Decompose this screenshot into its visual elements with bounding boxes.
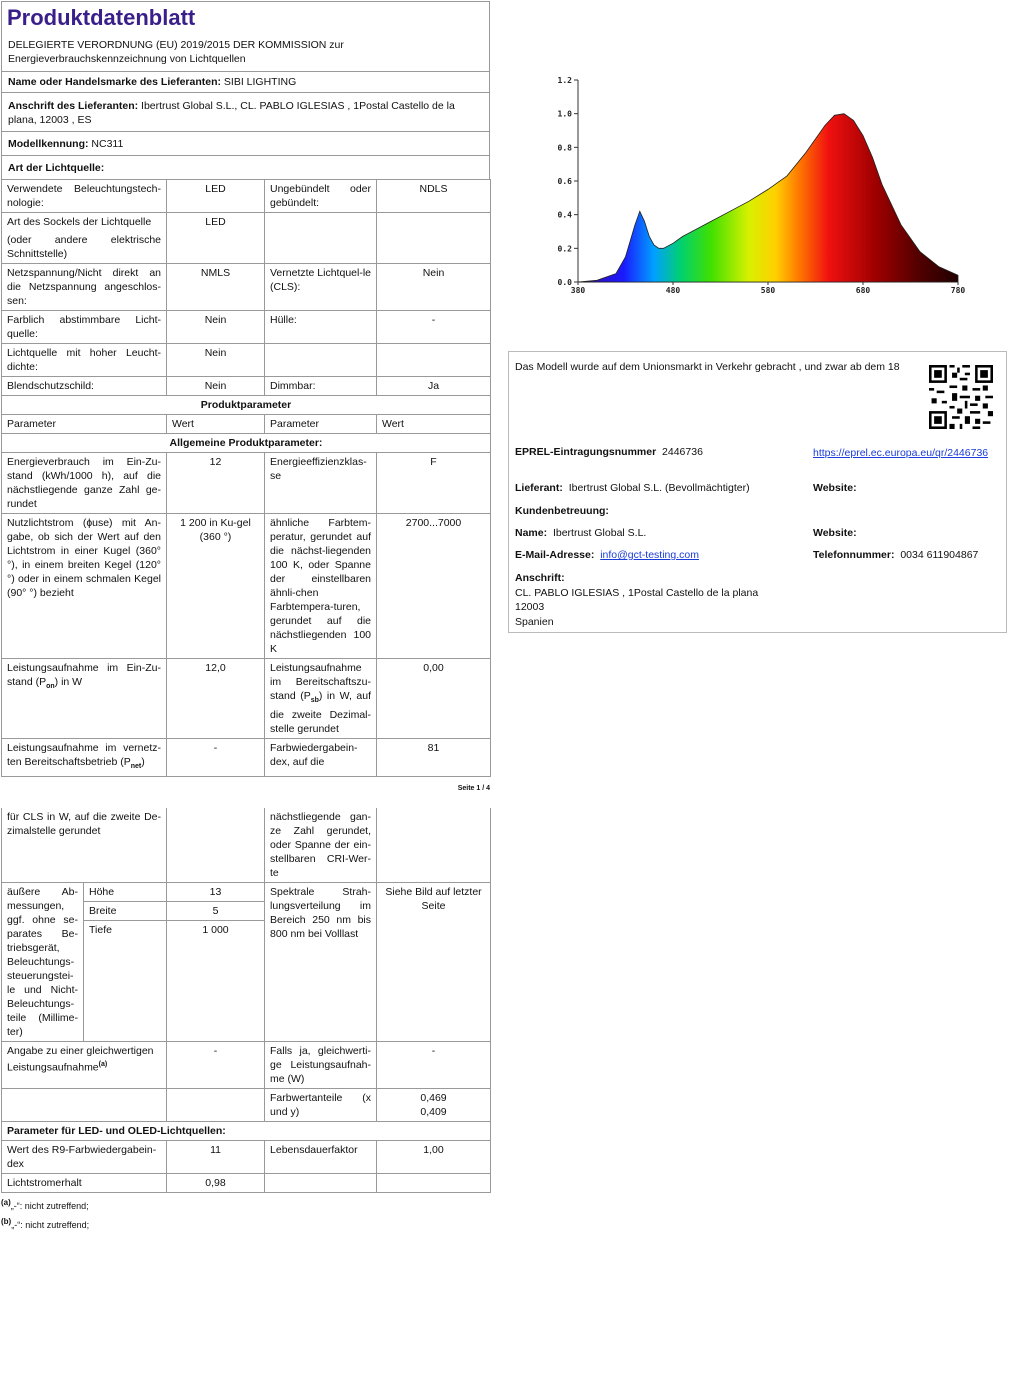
footnote-a: $^{(a)}$„-“: nicht zutreffend; (1, 1198, 89, 1211)
table-row: Wert des R9-Farbwiedergabein-dex 11 Lebensdauerfaktor 1,00 (2, 1141, 491, 1174)
y-tick-label: 0.6 (557, 177, 572, 186)
eprel-box (508, 351, 1007, 633)
supplier-address: Ibertrust Global S.L., CL. PABLO IGLESIAS , 1Postal Castello de la plana, 12003 , ES (8, 100, 455, 126)
light-type-header: Art der Lichtquelle: (1, 156, 490, 180)
footnotes (1, 1195, 490, 1233)
footnote-b: $^{(b)}$„-“: nicht zutreffend; (1, 1217, 90, 1230)
eprel-address: Anschrift: CL. PABLO IGLESIAS , 1Postal Castello de la plana 12003 Spanien (515, 572, 759, 628)
eprel-reg-number: 2446736 (662, 446, 703, 458)
supplier-name-label: Name oder Handelsmarke des Lieferanten: (8, 76, 221, 88)
eprel-website2-label: Website: (813, 527, 857, 539)
email-link[interactable]: info@gct-testing.com (600, 549, 699, 561)
model-id: NC311 (91, 138, 124, 150)
table-header-row: Parameter Wert Parameter Wert (2, 415, 491, 434)
table-row: Lichtstromerhalt 0,98 (2, 1174, 491, 1193)
regulation-text: DELEGIERTE VERORDNUNG (EU) 2019/2015 DER KOMMISSION zur Energieverbrauchskennzeichnung von Lichtquellen (8, 39, 344, 65)
y-tick-label: 0.0 (557, 278, 572, 287)
table-row: Leistungsaufnahme im Ein-Zu-stand $(P_{on})$ in W 12,0 Leistungsaufnahme im Bereitschaftszu-stand $(P_{sb})$ in W, auf die zweite Dezimal-stelle gerundet 0,00 (2, 659, 491, 739)
table-row: Blendschutzschild: Nein Dimmbar: Ja (2, 377, 491, 396)
spectrum-chart (550, 70, 980, 300)
datasheet-page-2 (1, 808, 490, 1233)
eprel-email-row: E-Mail-Adresse: info@gct-testing.com (515, 549, 699, 561)
spectrum-area (578, 114, 958, 282)
table-row: äußere Ab-messungen, ggf. ohne se-parates Be-triebsgerät, Beleuchtungs-steuerungstei-le und Nicht-Beleuchtungs-teile (Millime-ter) Höhe 13 Spektrale Strah-lungsverteilung im Bereich 250 nm bis 800 nm bei Volllast Siehe Bild auf letzter Seite (2, 883, 491, 902)
eprel-intro: Das Modell wurde auf dem Unionsmarkt in Verkehr gebracht , und zwar ab dem 18 (515, 361, 900, 373)
x-tick-label: 580 (760, 286, 776, 295)
eprel-reg-row: EPREL-Eintragungsnummer 2446736 (515, 446, 703, 458)
table-row: für CLS in W, auf die zweite De-zimalstelle gerundet nächstliegende gan-ze Zahl gerundet, oder Spanne der ein-stellbaren CRI-Wer-te (2, 808, 491, 883)
y-tick-label: 0.8 (557, 143, 572, 153)
eprel-supplier-row: Lieferant: Ibertrust Global S.L. (Bevollmächtigter) (515, 482, 750, 494)
table-row: Angabe zu einer gleichwertigen Leistungsaufnahme$^{(a)}$ - Falls ja, gleichwerti-ge Leistungsaufnah-me (W) - (2, 1042, 491, 1089)
table-row: Art des Sockels der Lichtquelle (oder andere elektrische Schnittstelle) LED (2, 213, 491, 264)
table-row: Netzspannung/Nicht direkt an die Netzspannung angeschlos-sen: NMLS Vernetzte Lichtquel-le (CLS): Nein (2, 264, 491, 311)
page-title: Produktdatenblatt (7, 5, 196, 30)
supplier-address-row (1, 93, 490, 132)
eprel-phone-row: Telefonnummer: 0034 611904867 (813, 549, 979, 561)
supplier-name-row (1, 72, 490, 93)
table-row: Nutzlichtstrom (ɸuse) mit An-gabe, ob sich der Wert auf den Lichtstrom in einer Kugel (360° °), in einem breiten Kegel (120° °) oder in einem schmalen Kegel (90° °) bezieht 1 200 in Ku-gel (360 °) ähnliche Farbtem-peratur, gerundet auf die nächst-liegenden 100 K, oder Spanne der einstellbaren ähnli-chen Farbtempera-turen, gerundet auf die nächstliegenden 100 K 2700...7000 (2, 514, 491, 659)
y-tick-label: 1.2 (557, 76, 572, 85)
table-row: Energieverbrauch im Ein-Zu-stand (kWh/1000 h), auf die nächstliegende ganze Zahl ge-rundet 12 Energieeffizienzklas-se F (2, 453, 491, 514)
model-row (1, 132, 490, 156)
spectrum-chart-svg (550, 70, 980, 300)
datasheet-page-1 (1, 1, 490, 792)
product-params-header: Produktparameter (2, 396, 491, 415)
x-tick-label: 680 (855, 286, 871, 295)
page-number: Seite 1 / 4 (457, 785, 490, 793)
model-label: Modellkennung: (8, 138, 89, 150)
table-row: Leistungsaufnahme im vernetz-ten Bereitschaftsbetrieb $(P_{net})$ - Farbwiedergabein-dex, auf die 81 (2, 739, 491, 777)
eprel-name-row: Name: Ibertrust Global S.L. (515, 527, 647, 539)
customer-care-label: Kundenbetreuung: (515, 505, 609, 517)
y-tick-label: 0.2 (557, 244, 572, 254)
qr-code[interactable] (929, 365, 993, 429)
table-row: Farblich abstimmbare Licht-quelle: Nein Hülle: - (2, 311, 491, 344)
x-tick-label: 780 (950, 286, 966, 295)
eprel-website-label: Website: (813, 482, 857, 494)
supplier-address-label: Anschrift des Lieferanten: (8, 100, 139, 112)
table-row: Farbwertanteile (x und y) 0,469 0,409 (2, 1089, 491, 1122)
light-source-table (1, 179, 491, 777)
y-tick-label: 0.4 (557, 210, 572, 220)
general-params-header: Allgemeine Produktparameter: (2, 434, 491, 453)
x-tick-label: 480 (665, 286, 681, 295)
eprel-url-link[interactable]: https://eprel.ec.europa.eu/qr/2446736 (813, 447, 989, 459)
x-tick-label: 380 (570, 286, 586, 295)
table-row: Lichtquelle mit hoher Leucht-dichte: Nein (2, 344, 491, 377)
supplier-name: SIBI LIGHTING (223, 76, 297, 88)
led-params-header: Parameter für LED- und OLED-Lichtquellen: (2, 1122, 491, 1141)
continued-table: für CLS in W, auf die zweite De-zimalstelle gerundet nächstliegende gan-ze Zahl gerundet, oder Spanne der ein-stellbaren CRI-Wer-te äußere Ab-messungen, ggf. ohne se-parates Be-triebsgerät, Beleuchtungs-steuerungstei-le und Nicht-Beleuchtungs-teile (Millime-ter) Höhe 13 Spektrale Strah-lungsverteilung im Bereich 250 nm bis 800 nm bei Volllast Siehe Bild auf letzter Seite Breite 5 Tiefe 1 000 Angabe zu einer gleichwertigen Leistungsaufnahme$^{(a)}$ - Falls ja, gleichwerti-ge Leistungsaufnah-me (W) - Farbwertanteile (x und y) 0,469 0,409 Parameter für LED- und OLED-Lichtquellen: Wert des R9-Farbwiedergabein-dex 11 Lebensdauerfaktor 1,00 Lichtstromerhalt 0,98 (1, 808, 491, 1193)
y-tick-label: 1.0 (557, 109, 572, 119)
table-row: Verwendete Beleuchtungstech-nologie: LED Ungebündelt oder gebündelt: NDLS (2, 180, 491, 213)
